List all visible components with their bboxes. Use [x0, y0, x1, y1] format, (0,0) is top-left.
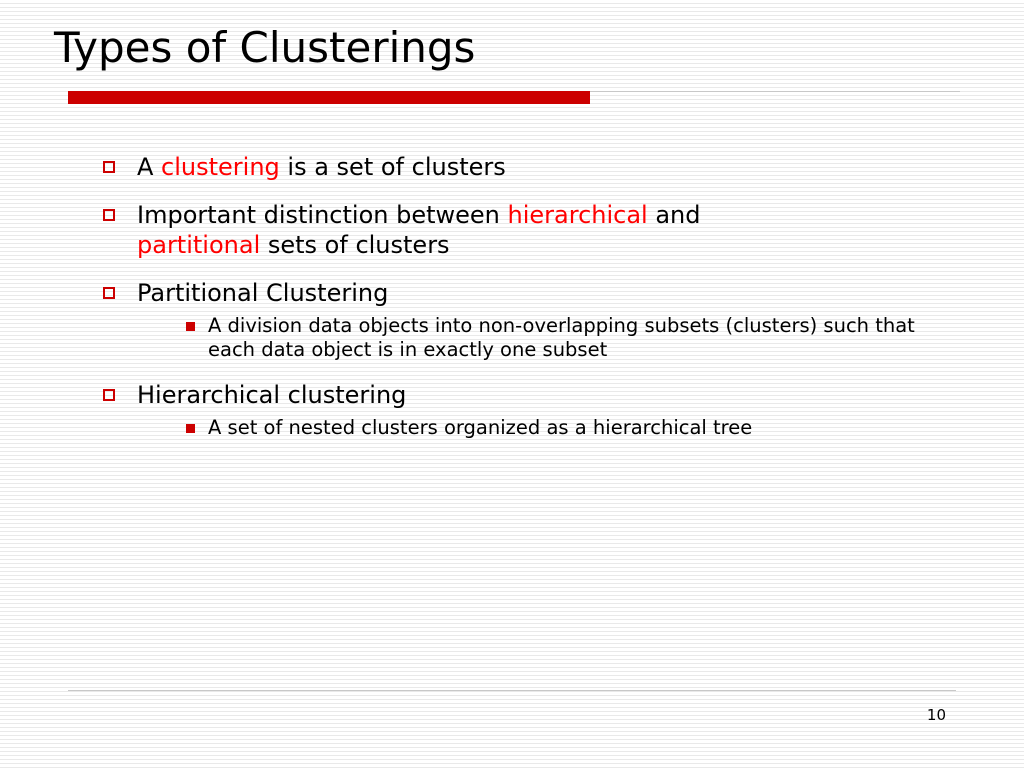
filled-square-bullet-icon: [186, 322, 195, 331]
slide-number: 10: [926, 706, 946, 724]
sub-bullet-text: A division data objects into non-overlapping subsets (clusters) such that each data object is in exactly one subset: [208, 314, 915, 361]
sub-bullet-item: [182, 416, 948, 440]
slide-body: [100, 152, 940, 458]
hollow-square-bullet-icon: [103, 161, 115, 173]
highlighted-term: clustering: [161, 153, 280, 181]
bullet-text: A clustering is a set of clusters: [137, 153, 506, 181]
hollow-square-bullet-icon: [103, 287, 115, 299]
bullet-item: [100, 380, 940, 440]
title-accent-bar: [68, 91, 590, 104]
hollow-square-bullet-icon: [103, 209, 115, 221]
bullet-text: Important distinction between hierarchical and partitional sets of clusters: [137, 201, 701, 259]
sub-bullet-item: [182, 314, 948, 362]
sub-bullet-text: A set of nested clusters organized as a hierarchical tree: [208, 416, 753, 439]
highlighted-term: hierarchical: [507, 201, 648, 229]
bullet-item: [100, 278, 940, 362]
bullet-item: [100, 152, 940, 182]
bullet-text: Partitional Clustering: [137, 279, 389, 307]
bullet-text: Hierarchical clustering: [137, 381, 407, 409]
filled-square-bullet-icon: [186, 424, 195, 433]
footer-divider-line: [68, 690, 956, 691]
bullet-item: [100, 200, 940, 260]
slide-title: Types of Clusterings: [54, 23, 476, 72]
hollow-square-bullet-icon: [103, 389, 115, 401]
highlighted-term: partitional: [137, 231, 261, 259]
